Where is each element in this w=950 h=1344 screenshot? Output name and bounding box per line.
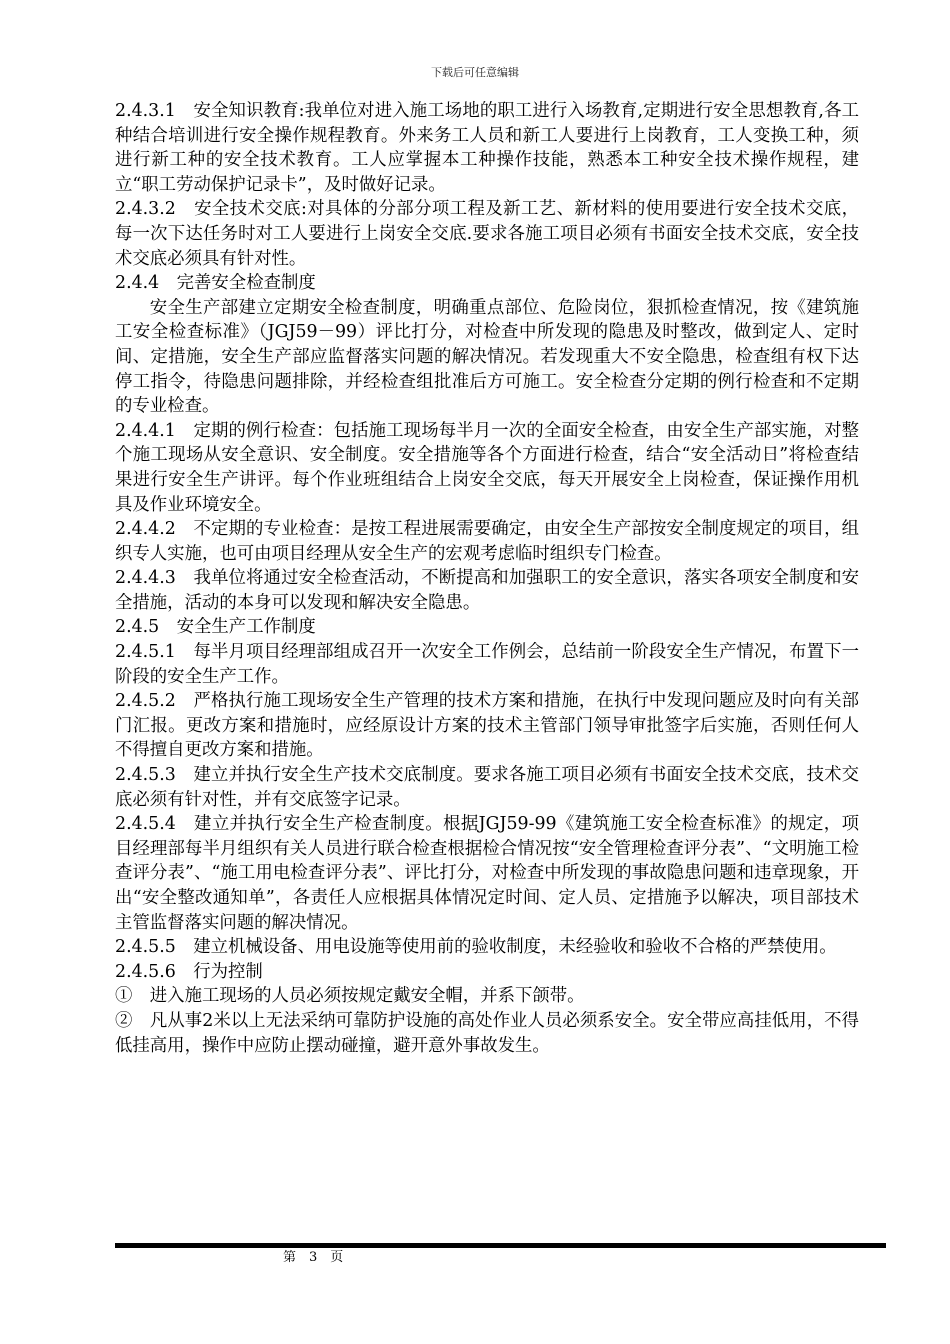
paragraph-2-4-5-2: 2.4.5.2 严格执行施工现场安全生产管理的技术方案和措施，在执行中发现问题应及时向有关部门汇报。更改方案和措施时，应经原设计方案的技术主管部门领导审批签字后实施，否则任何人不得擅自更改方案和措施。 xyxy=(115,691,859,761)
list-item-2: ② 凡从事2米以上无法采纳可靠防护设施的高处作业人员必须系安全。安全带应高挂低用，不得低挂高用，操作中应防止摆动碰撞，避开意外事故发生。 xyxy=(115,1010,859,1056)
heading-2-4-5-6: 2.4.5.6 行为控制 xyxy=(115,961,263,982)
paragraph-2-4-4-intro: 安全生产部建立定期安全检查制度，明确重点部位、危险岗位，狠抓检查情况，按《建筑施工安全检查标准》（JGJ59－99）评比打分，对检查中所发现的隐患及时整改，做到定人、定时间、定措施，安全生产部应监督落实问题的解决情况。若发现重大不安全隐患，检查组有权下达停工指令，待隐患问题排除，并经检查组批准后方可施工。安全检查分定期的例行检查和不定期的专业检查。 xyxy=(115,297,859,417)
paragraph-2-4-5-4: 2.4.5.4 建立并执行安全生产检查制度。根据JGJ59-99《建筑施工安全检查标准》的规定，项目经理部每半月组织有关人员进行联合检查根据检合情况按“安全管理检查评分表”、“文明施工检查评分表”、“施工用电检查评分表”、评比打分，对检查中所发现的事故隐患问题和违章现象，开出“安全整改通知单”，各责任人应根据具体情况定时间、定人员、定措施予以解决，项目部技术主管监督落实问题的解决情况。 xyxy=(115,814,859,933)
paragraph-2-4-5-1: 2.4.5.1 每半月项目经理部组成召开一次安全工作例会，总结前一阶段安全生产情况，布置下一阶段的安全生产工作。 xyxy=(115,642,859,687)
paragraph-2-4-5-5: 2.4.5.5 建立机械设备、用电设施等使用前的验收制度，未经验收和验收不合格的严禁使用。 xyxy=(115,937,837,958)
page-number-label: 第 3 页 xyxy=(283,1250,344,1265)
list-item-1: ① 进入施工现场的人员必须按规定戴安全帽，并系下颌带。 xyxy=(115,986,585,1007)
paragraph-2-4-4-3: 2.4.4.3 我单位将通过安全检查活动，不断提高和加强职工的安全意识，落实各项安全制度和安全措施，活动的本身可以发现和解决安全隐患。 xyxy=(115,568,859,613)
paragraph-2-4-4-1: 2.4.4.1 定期的例行检查：包括施工现场每半月一次的全面安全检查，由安全生产部实施，对整个施工现场从安全意识、安全制度。安全措施等各个方面进行检查，结合“安全活动日”将检查结果进行安全生产讲评。每个作业班组结合上岗安全交底，每天开展安全上岗检查，保证操作用机具及作业环境安全。 xyxy=(115,420,859,515)
header-note: 下载后可任意编辑 xyxy=(431,66,519,79)
footer-rule xyxy=(115,1243,886,1248)
paragraph-2-4-3-1: 2.4.3.1 安全知识教育:我单位对进入施工场地的职工进行入场教育,定期进行安全思想教育,各工种结合培训进行安全操作规程教育。外来务工人员和新工人要进行上岗教育，工人变换工种，须进行新工种的安全技术教育。工人应掌握本工种操作技能，熟悉本工种安全技术操作规程，建立“职工劳动保护记录卡”，及时做好记录。 xyxy=(115,101,859,195)
heading-2-4-5: 2.4.5 安全生产工作制度 xyxy=(115,617,316,638)
page-number xyxy=(283,1249,343,1267)
document-body xyxy=(115,99,859,1058)
heading-2-4-4: 2.4.4 完善安全检查制度 xyxy=(115,273,316,294)
paragraph-2-4-5-3: 2.4.5.3 建立并执行安全生产技术交底制度。要求各施工项目必须有书面安全技术交底，技术交底必须有针对性，并有交底签字记录。 xyxy=(115,765,859,810)
paragraph-2-4-3-2: 2.4.3.2 安全技术交底:对具体的分部分项工程及新工艺、新材料的使用要进行安全技术交底，每一次下达任务时对工人要进行上岗安全交底.要求各施工项目必须有书面安全技术交底，安全技术交底必须具有针对性。 xyxy=(115,199,859,269)
paragraph-2-4-4-2: 2.4.4.2 不定期的专业检查：是按工程进展需要确定，由安全生产部按安全制度规定的项目，组织专人实施，也可由项目经理从安全生产的宏观考虑临时组织专门检查。 xyxy=(115,519,859,564)
